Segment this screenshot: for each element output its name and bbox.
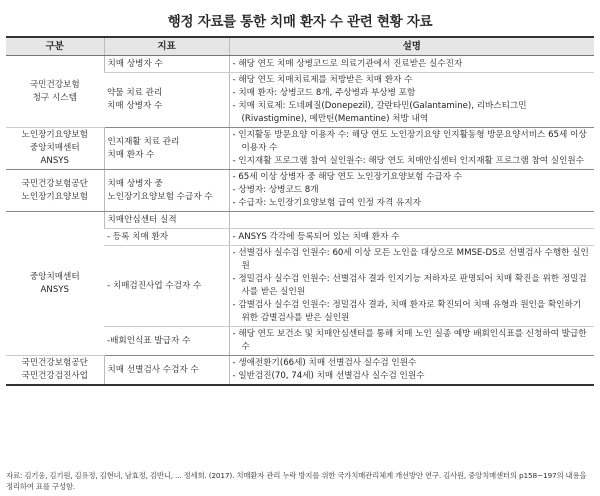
category-line: 노인장기요양보험	[21, 191, 88, 202]
page-title: 행정 자료를 통한 치매 환자 수 관련 현황 자료	[167, 14, 433, 30]
description-line: - ANSYS 각각에 등록되어 있는 치매 환자 수	[232, 231, 400, 242]
indicator-line: - 등록 치매 환자	[107, 231, 169, 242]
category-cell	[6, 128, 104, 170]
indicator-line: 치매 환자 수	[107, 149, 155, 160]
description-line: - 인지활동 방문요양 이용자 수: 해당 연도 노인장기요양 인지활동형 방문요양서비스 65세 이상 이용자 수	[232, 130, 587, 153]
category-line: 중앙치매센터	[29, 271, 80, 282]
table-row	[6, 356, 594, 386]
indicator-line: 치매 선별검사 수검자 수	[107, 364, 199, 375]
description-line: - 65세 이상 상병자 중 해당 연도 노인장기요양보험 수급자 수	[232, 172, 463, 182]
description-line: - 상병자: 상병코드 8개	[232, 185, 319, 195]
indicator-cell	[104, 212, 229, 229]
description-cell	[229, 229, 594, 246]
source-note: 자료: 김기웅, 김기원, 김유정, 김현녀, 남효정, 김반니, ... 정세희. (2017). 치매환자 관리 누락 방지를 위한 국가치매관리체계 개선방안 연구. 김사원, 중앙치매센터의 p158~197의 내용을 정리하여 표를 구성함.	[6, 471, 587, 491]
category-line: 국민건강검진사업	[21, 371, 88, 381]
table-row	[6, 170, 594, 212]
indicator-cell	[104, 229, 229, 246]
category-line: 국민건강보험공단	[21, 358, 88, 368]
category-cell	[6, 170, 104, 212]
description-line: - 인지재활 프로그램 참여 실인원수: 해당 연도 치매안심센터 인지재활 프로그램 참여 실인원수	[232, 156, 585, 166]
table-row	[6, 212, 594, 229]
header-category: 구분	[6, 37, 104, 56]
description-line: - 수급자: 노인장기요양보험 급여 인정 자격 유지자	[232, 198, 421, 208]
indicator-line: 치매 상병자 중	[107, 178, 163, 189]
indicator-cell	[104, 56, 229, 73]
category-line: 국민건강보험	[29, 79, 80, 90]
description-cell	[229, 246, 594, 327]
category-cell	[6, 212, 104, 356]
indicator-cell	[104, 246, 229, 327]
description-line: - 정밀검사 실수검 인원수: 선별검사 결과 인지기능 저하자로 판명되어 치매 확진을 위한 정밀검사를 받은 실인원	[232, 274, 587, 297]
indicator-cell	[104, 356, 229, 386]
description-line: - 해당 연도 치매치료제를 처방받은 치매 환자 수	[232, 75, 413, 85]
category-line: 청구 시스템	[32, 92, 77, 103]
description-line: - 해당 연도 보건소 및 치매안심센터를 통해 치매 노인 실종 예방 배회인식표를 신청하여 발급한 수	[232, 329, 587, 352]
indicator-line: - 치매검진사업 수검자 수	[107, 280, 202, 291]
category-line: 노인장기요양보험	[21, 130, 88, 140]
category-line: 중앙치매센터	[29, 143, 80, 153]
indicator-line: 치매안심센터 실적	[107, 214, 177, 225]
category-cell	[6, 356, 104, 386]
indicator-line: 노인장기요양보험 수급자 수	[107, 191, 213, 202]
description-cell	[229, 56, 594, 73]
category-line: ANSYS	[40, 284, 69, 295]
header-description: 설명	[229, 37, 594, 56]
category-line: ANSYS	[40, 156, 69, 166]
table-header-row	[6, 37, 594, 56]
description-line: - 치매 치료제: 도네페질(Donepezil), 갈란타민(Galantamine), 리바스티그민(Rivastigmine), 메만틴(Memantine) 처방 내역	[232, 101, 527, 124]
indicator-cell	[104, 73, 229, 128]
description-cell	[229, 128, 594, 170]
indicator-line: 치매 상병자 수	[107, 58, 163, 69]
description-cell	[229, 212, 594, 229]
description-cell	[229, 170, 594, 212]
category-cell	[6, 56, 104, 128]
indicator-line: -배회인식표 발급자 수	[107, 335, 191, 346]
indicator-line: 인지재활 치료 관리	[107, 136, 180, 147]
description-cell	[229, 73, 594, 128]
category-line: 국민건강보험공단	[21, 178, 88, 189]
indicator-line: 치매 상병자 수	[107, 101, 163, 111]
description-cell	[229, 327, 594, 356]
description-cell	[229, 356, 594, 386]
indicator-cell	[104, 170, 229, 212]
indicator-cell	[104, 327, 229, 356]
description-line: - 감별검사 실수검 인원수: 정밀검사 결과, 치매 환자로 확진되어 치매 유형과 원인을 확인하기 위한 감별검사를 받은 실인원	[232, 300, 582, 323]
description-line: - 일반검진(70, 74세) 치매 선별검사 실수검 인원수	[232, 371, 425, 381]
table-row	[6, 56, 594, 73]
status-table	[6, 36, 594, 386]
description-line: - 선별검사 실수검 인원수: 60세 이상 모든 노인을 대상으로 MMSE-DS로 선별검사 수행한 실인원	[232, 248, 589, 271]
indicator-line: 약물 치료 관리	[107, 88, 163, 98]
description-line: - 치매 환자: 상병코드 8개, 주상병과 부상병 포함	[232, 88, 416, 98]
description-line: - 해당 연도 치매 상병코드로 의료기관에서 진료받은 실수진자	[232, 58, 463, 69]
description-line: - 생애전환기(66세) 치매 선별검사 실수검 인원수	[232, 358, 417, 368]
indicator-cell	[104, 128, 229, 170]
header-indicator: 지표	[104, 37, 229, 56]
table-row	[6, 128, 594, 170]
